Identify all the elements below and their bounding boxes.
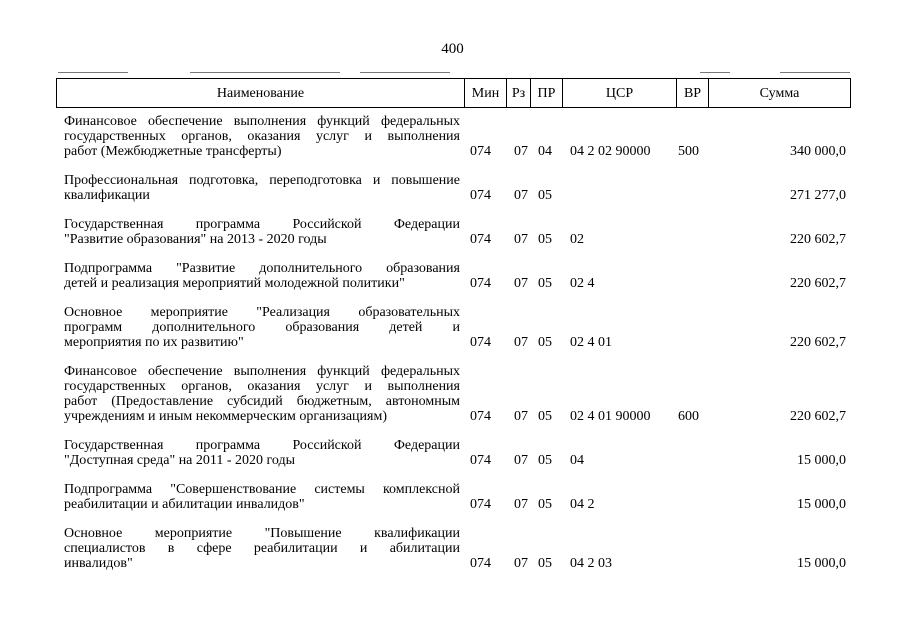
scan-mark (190, 72, 340, 73)
cell-rz: 07 (514, 276, 528, 291)
row-name-line: Основное мероприятие "Повышение квалификации (64, 526, 460, 541)
row-name-line: реабилитации и абилитации инвалидов" (64, 497, 305, 512)
cell-pr: 05 (538, 188, 552, 203)
scan-mark (700, 72, 730, 73)
row-name-line: Подпрограмма "Развитие дополнительного образования (64, 261, 460, 276)
table-body (0, 114, 905, 585)
table-row (0, 364, 905, 424)
column-header-vr: ВР (677, 79, 709, 108)
cell-csr: 04 2 02 90000 (570, 144, 651, 159)
cell-min: 074 (470, 556, 491, 571)
cell-pr: 05 (538, 409, 552, 424)
row-name-line: "Развитие образования" на 2013 - 2020 годы (64, 232, 327, 247)
cell-rz: 07 (514, 409, 528, 424)
row-name (64, 173, 460, 203)
table-row (0, 305, 905, 350)
row-name (64, 482, 460, 512)
cell-rz: 07 (514, 232, 528, 247)
cell-min: 074 (470, 188, 491, 203)
cell-rz: 07 (514, 335, 528, 350)
cell-csr: 04 2 (570, 497, 595, 512)
cell-rz: 07 (514, 497, 528, 512)
cell-min: 074 (470, 453, 491, 468)
row-name (64, 364, 460, 424)
cell-rz: 07 (514, 556, 528, 571)
cell-min: 074 (470, 409, 491, 424)
column-header-csr: ЦСР (563, 79, 677, 108)
cell-sum: 220 602,7 (790, 335, 846, 350)
cell-csr: 04 (570, 453, 584, 468)
cell-pr: 05 (538, 232, 552, 247)
cell-sum: 15 000,0 (797, 453, 846, 468)
row-name (64, 217, 460, 247)
row-name-line: Финансовое обеспечение выполнения функций федеральных (64, 114, 460, 129)
cell-vr: 600 (678, 409, 699, 424)
scan-mark (58, 72, 128, 73)
column-header-rz: Рз (507, 79, 531, 108)
table-row (0, 261, 905, 291)
row-name-line: работ (Межбюджетные трансферты) (64, 144, 282, 159)
cell-pr: 05 (538, 335, 552, 350)
cell-min: 074 (470, 497, 491, 512)
column-header-pr: ПР (531, 79, 563, 108)
row-name-line: государственных органов, оказания услуг и выполнения (64, 129, 460, 144)
row-name-line: детей и реализация мероприятий молодежной политики" (64, 276, 405, 291)
scan-mark (780, 72, 850, 73)
table-header (56, 78, 851, 108)
cell-sum: 271 277,0 (790, 188, 846, 203)
table-row (0, 482, 905, 512)
cell-rz: 07 (514, 188, 528, 203)
cell-pr: 05 (538, 556, 552, 571)
row-name-line: квалификации (64, 188, 150, 203)
cell-csr: 02 4 (570, 276, 595, 291)
row-name-line: Подпрограмма "Совершенствование системы комплексной (64, 482, 460, 497)
cell-sum: 15 000,0 (797, 556, 846, 571)
row-name-line: Государственная программа Российской Федерации (64, 217, 460, 232)
row-name (64, 305, 460, 350)
cell-sum: 15 000,0 (797, 497, 846, 512)
table-row (0, 114, 905, 159)
cell-sum: 220 602,7 (790, 409, 846, 424)
row-name-line: специалистов в сфере реабилитации и абилитации (64, 541, 460, 556)
row-name-line: программ дополнительного образования детей и (64, 320, 460, 335)
column-header-name: Наименование (57, 79, 465, 108)
cell-sum: 340 000,0 (790, 144, 846, 159)
cell-pr: 05 (538, 453, 552, 468)
row-name-line: мероприятия по их развитию" (64, 335, 244, 350)
cell-rz: 07 (514, 144, 528, 159)
cell-sum: 220 602,7 (790, 276, 846, 291)
cell-csr: 02 (570, 232, 584, 247)
cell-csr: 02 4 01 (570, 335, 612, 350)
cell-pr: 04 (538, 144, 552, 159)
table-row (0, 438, 905, 468)
table-row (0, 173, 905, 203)
row-name (64, 261, 460, 291)
column-header-sum: Сумма (709, 79, 851, 108)
cell-csr: 04 2 03 (570, 556, 612, 571)
row-name-line: работ (Предоставление субсидий бюджетным, автономным (64, 394, 460, 409)
cell-pr: 05 (538, 276, 552, 291)
row-name-line: Профессиональная подготовка, переподготовка и повышение (64, 173, 460, 188)
table-row (0, 526, 905, 571)
column-header-min: Мин (465, 79, 507, 108)
row-name-line: учреждениям и иным некоммерческим организациям) (64, 409, 388, 424)
cell-min: 074 (470, 335, 491, 350)
row-name (64, 438, 460, 468)
cell-min: 074 (470, 144, 491, 159)
cell-rz: 07 (514, 453, 528, 468)
page-number: 400 (441, 41, 464, 57)
row-name (64, 526, 460, 571)
cell-sum: 220 602,7 (790, 232, 846, 247)
scan-mark (360, 72, 450, 73)
cell-pr: 05 (538, 497, 552, 512)
cell-min: 074 (470, 276, 491, 291)
row-name-line: "Доступная среда" на 2011 - 2020 годы (64, 453, 296, 468)
cell-min: 074 (470, 232, 491, 247)
row-name-line: инвалидов" (64, 556, 133, 571)
row-name-line: государственных органов, оказания услуг и выполнения (64, 379, 460, 394)
row-name (64, 114, 460, 159)
cell-vr: 500 (678, 144, 699, 159)
table-row (0, 217, 905, 247)
row-name-line: Государственная программа Российской Федерации (64, 438, 460, 453)
cell-csr: 02 4 01 90000 (570, 409, 651, 424)
row-name-line: Основное мероприятие "Реализация образовательных (64, 305, 460, 320)
row-name-line: Финансовое обеспечение выполнения функций федеральных (64, 364, 460, 379)
